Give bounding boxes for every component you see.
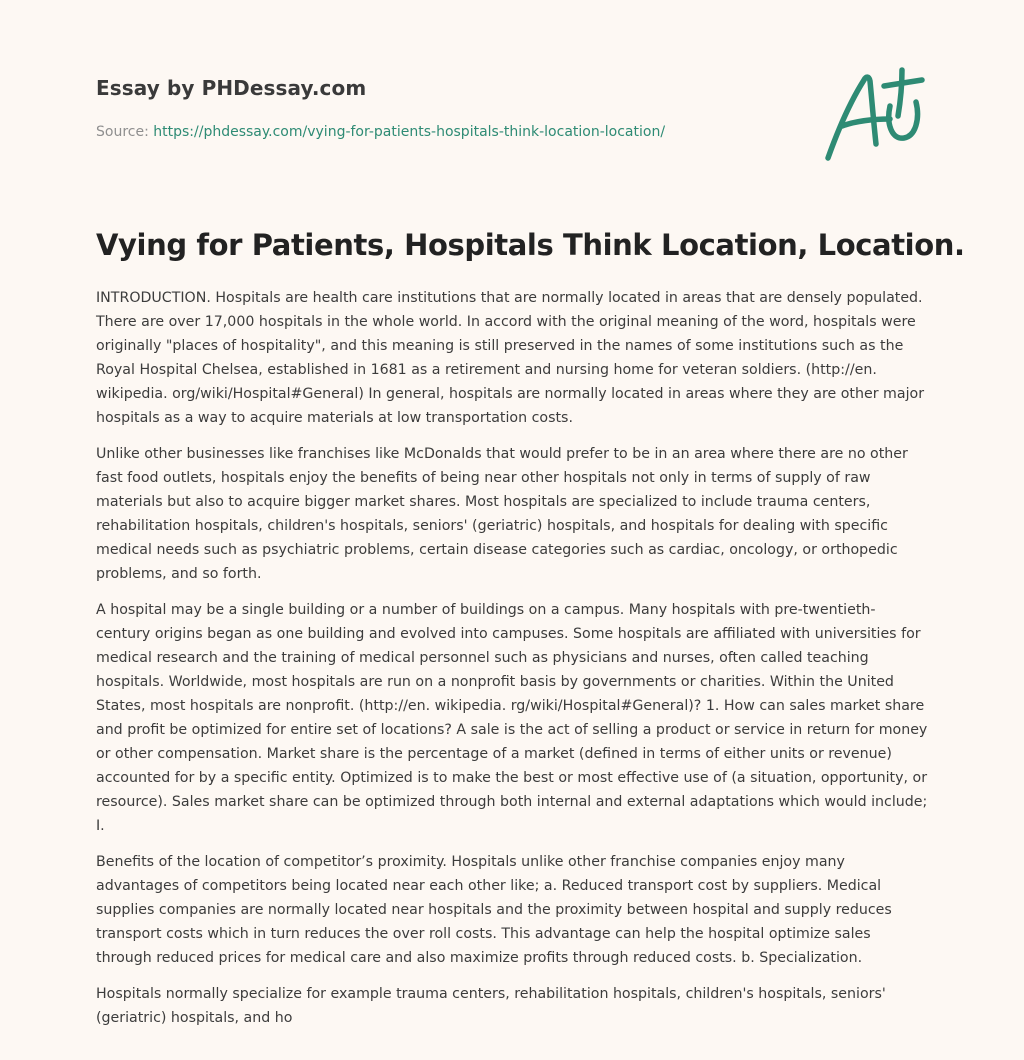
a-plus-logo bbox=[824, 64, 928, 164]
paragraph: INTRODUCTION. Hospitals are health care institutions that are normally located in areas that are densely populated. There are over 17,000 hospitals in the whole world. In accord with the original meaning of the word, hospitals were originally "places of hospitality", and this meaning is still preserved in the names of some institutions such as the Royal Hospital Chelsea, established in 1681 as a retirement and nursing home for veteran soldiers. (http://en. wikipedia. org/wiki/Hospital#General) In general, hospitals are normally located in areas where they are other major hospitals as a way to acquire materials at low transportation costs. bbox=[96, 290, 925, 426]
site-brand: Essay by PHDessay.com bbox=[96, 76, 367, 100]
paragraph: Unlike other businesses like franchises like McDonalds that would prefer to be in an area where there are no other fast food outlets, hospitals enjoy the benefits of being near other hospitals not only in terms of supply of raw materials but also to acquire bigger market shares. Most hospitals are specialized to include trauma centers, rehabilitation hospitals, children's hospitals, seniors' (geriatric) hospitals, and hospitals for dealing with specific medical needs such as psychiatric problems, certain disease categories such as cardiac, oncology, or orthopedic problems, and so forth. bbox=[96, 446, 908, 582]
paragraph: Hospitals normally specialize for example trauma centers, rehabilitation hospitals, children's hospitals, seniors' (geriatric) hospitals, and ho bbox=[96, 986, 886, 1026]
article-body bbox=[96, 286, 928, 1042]
paragraph: Benefits of the location of competitor’s proximity. Hospitals unlike other franchise companies enjoy many advantages of competitors being located near each other like; a. Reduced transport cost by suppliers. Medical supplies companies are normally located near hospitals and the proximity between hospital and supply reduces transport costs which in turn reduces the over roll costs. This advantage can help the hospital optimize sales through reduced prices for medical care and also maximize profits through reduced costs. b. Specialization. bbox=[96, 854, 892, 966]
paragraph: A hospital may be a single building or a number of buildings on a campus. Many hospitals with pre-twentieth-century origins began as one building and evolved into campuses. Some hospitals are affiliated with universities for medical research and the training of medical personnel such as physicians and nurses, often called teaching hospitals. Worldwide, most hospitals are run on a nonprofit basis by governments or charities. Within the United States, most hospitals are nonprofit. (http://en. wikipedia. rg/wiki/Hospital#General)? 1. How can sales market share and profit be optimized for entire set of locations? A sale is the act of selling a product or service in return for money or other compensation. Market share is the percentage of a market (defined in terms of either units or revenue) accounted for by a specific entity. Optimized is to make the best or most effective use of (a situation, opportunity, or resource). Sales market share can be optimized through both internal and external adaptations which would include; I. bbox=[96, 602, 928, 834]
source-link[interactable]: https://phdessay.com/vying-for-patients-hospitals-think-location-location/ bbox=[153, 124, 666, 140]
source-label: Source: bbox=[96, 124, 154, 140]
source-line bbox=[96, 124, 665, 140]
article-title: Vying for Patients, Hospitals Think Location, Location. bbox=[96, 228, 965, 262]
